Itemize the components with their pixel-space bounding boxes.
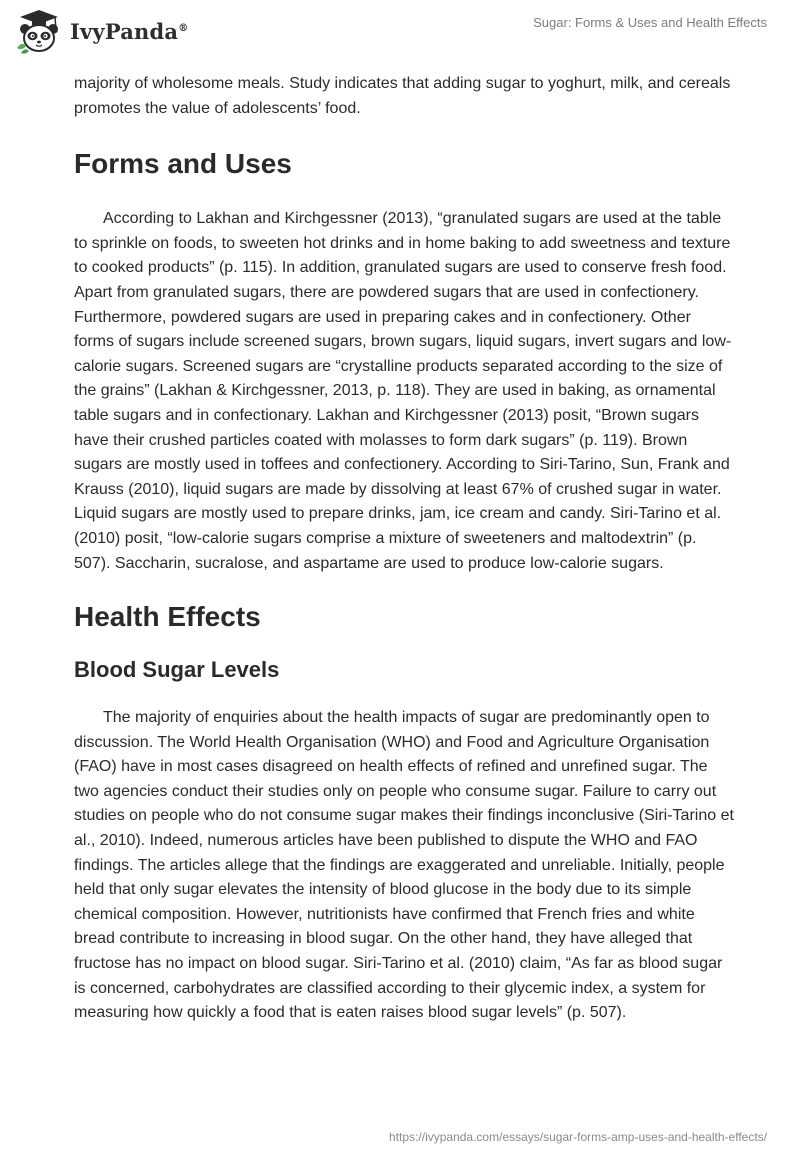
brand-name: IvyPanda® <box>70 18 189 44</box>
essay-body <box>74 72 734 1026</box>
health-effects-heading: Health Effects <box>74 601 261 633</box>
panda-mascot-icon <box>14 8 64 54</box>
page-header <box>0 0 800 60</box>
intro-paragraph: majority of wholesome meals. Study indicates that adding sugar to yoghurt, milk, and cereals promotes the value of adolescents’ food. <box>74 75 731 117</box>
brand-logo[interactable] <box>14 8 188 54</box>
forms-and-uses-paragraph: According to Lakhan and Kirchgessner (2013), “granulated sugars are used at the table to sprinkle on foods, to sweeten hot drinks and in home baking to add sweetness and texture to cooked products” (p. 115). In addition, granulated sugars are used to conserve fresh food. Apart from granulated sugars, there are powdered sugars that are used in confectionery. Furthermore, powdered sugars are used in preparing cakes and in confectionery. Other forms of sugars include screened sugars, brown sugars, liquid sugars, invert sugars and low-calorie sugars. Screened sugars are “crystalline products separated according to the size of the grains” (Lakhan & Kirchgessner, 2013, p. 118). They are used in baking, as ornamental table sugars and in confectionary. Lakhan and Kirchgessner (2013) posit, “Brown sugars have their crushed particles coated with molasses to form dark sugars” (p. 119). Brown sugars are mostly used in toffees and confectionery. According to Siri-Tarino, Sun, Frank and Krauss (2010), liquid sugars are made by dissolving at least 67% of crushed sugar in water. Liquid sugars are mostly used to prepare drinks, jam, ice cream and candy. Siri-Tarino et al. (2010) posit, “low-calorie sugars comprise a mixture of sweeteners and maltodextrin” (p. 507). Saccharin, sucralose, and aspartame are used to produce low-calorie sugars. <box>74 210 732 572</box>
source-url[interactable]: https://ivypanda.com/essays/sugar-forms-amp-uses-and-health-effects/ <box>389 1130 767 1144</box>
forms-and-uses-heading: Forms and Uses <box>74 148 292 180</box>
blood-sugar-levels-heading: Blood Sugar Levels <box>74 657 280 683</box>
running-title: Sugar: Forms & Uses and Health Effects <box>533 15 767 30</box>
blood-sugar-paragraph: The majority of enquiries about the health impacts of sugar are predominantly open to discussion. The World Health Organisation (WHO) and Food and Agriculture Organisation (FAO) have in most cases disagreed on health effects of refined and unrefined sugar. The two agencies conduct their studies only on people who consume sugar. Failure to carry out studies on people who do not consume sugar makes their findings inconclusive (Siri-Tarino et al., 2010). Indeed, numerous articles have been published to dispute the WHO and FAO findings. The articles allege that the findings are exaggerated and unreliable. Initially, people held that only sugar elevates the intensity of blood glucose in the body due to its simple chemical composition. However, nutritionists have confirmed that French fries and white bread contribute to increasing in blood sugar. On the other hand, they have alleged that fructose has no impact on blood sugar. Siri-Tarino et al. (2010) claim, “As far as blood sugar is concerned, carbohydrates are classified according to their glycemic index, a system for measuring how quickly a food that is eaten raises blood sugar levels” (p. 507). <box>74 709 734 1022</box>
